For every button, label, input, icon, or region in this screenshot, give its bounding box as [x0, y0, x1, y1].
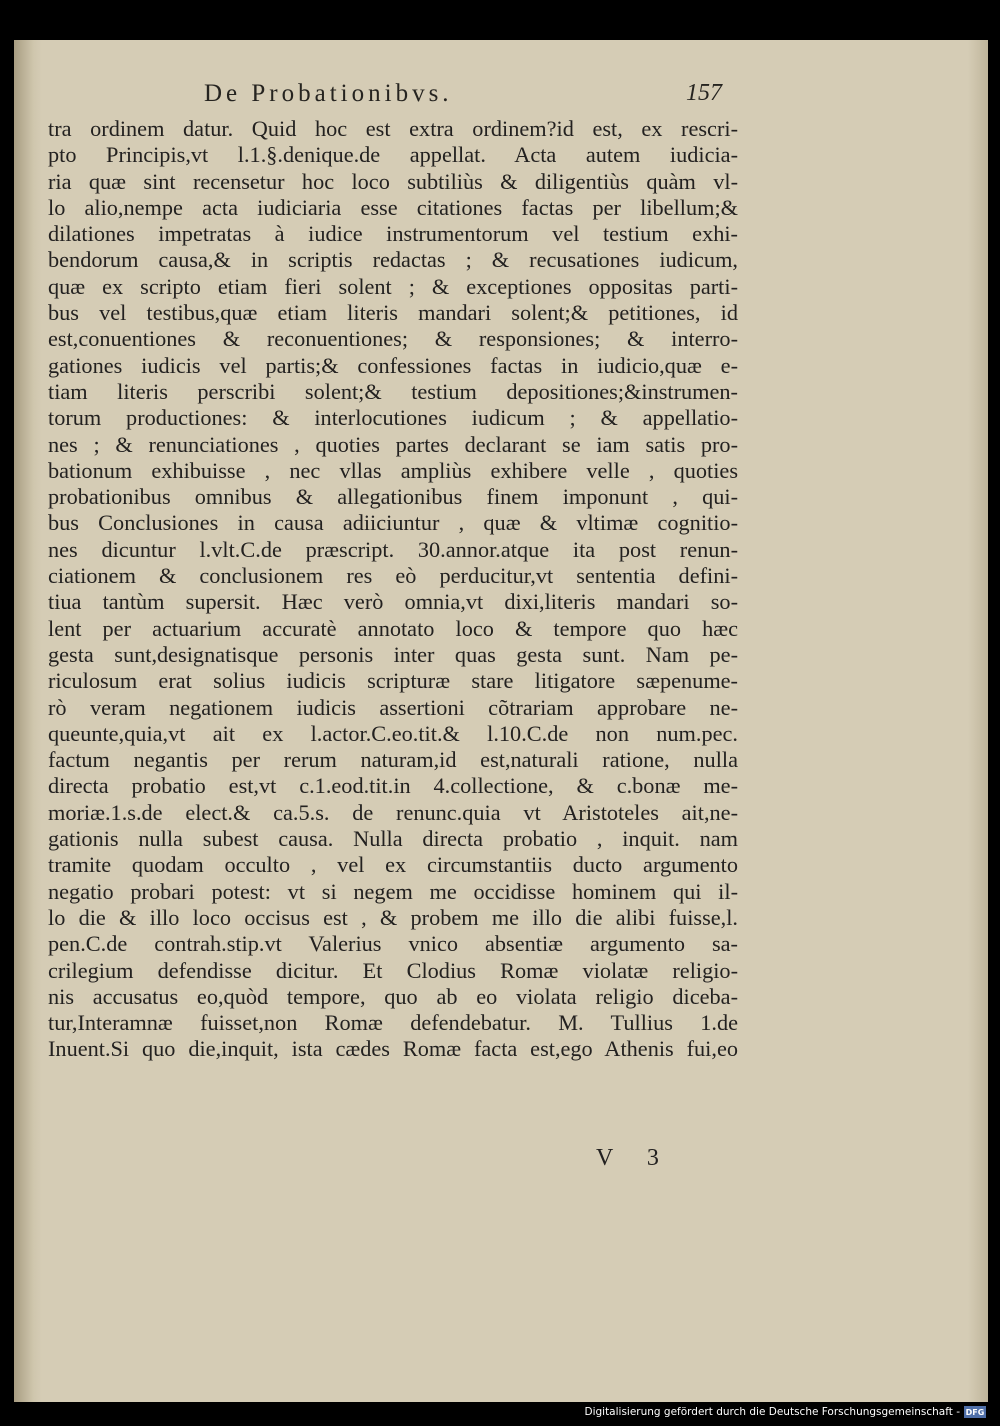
credit-text: Digitalisierung gefördert durch die Deutsche Forschungsgemeinschaft - — [584, 1406, 960, 1418]
text-line-15: probationibus omnibus & allegationibus finem imponunt , qui- — [48, 484, 738, 510]
text-line-10: gationes iudicis vel partis;& confessiones factas in iudicio,quæ e- — [48, 352, 738, 378]
text-line-4: lo alio,nempe acta iudiciaria esse citationes factas per libellum;& — [48, 194, 738, 220]
text-line-23: rò veram negationem iudicis assertioni cõtrariam approbare ne- — [48, 694, 738, 720]
text-line-36: Inuent.Si quo die,inquit, ista cædes Romæ facta est,ego Athenis fui,eo — [48, 1036, 738, 1062]
text-line-1: tra ordinem datur. Quid hoc est extra ordinem?id est, ex rescri- — [48, 116, 738, 141]
text-line-26: directa probatio est,vt c.1.eod.tit.in 4.collectione, & c.bonæ me- — [48, 773, 738, 799]
page-edge-shadow — [968, 40, 988, 1402]
text-line-27: moriæ.1.s.de elect.& ca.5.s. de renunc.quia vt Aristoteles ait,ne- — [48, 799, 738, 825]
text-line-8: bus vel testibus,quæ etiam literis mandari solent;& petitiones, id — [48, 300, 738, 326]
text-line-20: lent per actuarium accuratè annotato loco & tempore quo hæc — [48, 615, 738, 641]
text-line-31: lo die & illo loco occisus est , & probem me illo die alibi fuisse,l. — [48, 904, 738, 930]
text-line-9: est,conuentiones & reconuentiones; & responsiones; & interro- — [48, 326, 738, 352]
text-line-24: queunte,quia,vt ait ex l.actor.C.eo.tit.& l.10.C.de non num.pec. — [48, 720, 738, 746]
text-line-11: tiam literis perscribi solent;& testium depositiones;&instrumen- — [48, 378, 738, 404]
text-line-32: pen.C.de contrah.stip.vt Valerius vnico absentiæ argumento sa- — [48, 931, 738, 957]
digitization-credit — [584, 1404, 986, 1420]
text-line-22: riculosum erat solius iudicis scripturæ stare litigatore sæpenume- — [48, 668, 738, 694]
text-line-7: quæ ex scripto etiam fieri solent ; & exceptiones oppositas parti- — [48, 273, 738, 299]
text-line-33: crilegium defendisse dicitur. Et Clodius Romæ violatæ religio- — [48, 957, 738, 983]
book-page — [14, 40, 988, 1402]
text-line-2: pto Principis,vt l.1.§.denique.de appellat. Acta autem iudicia- — [48, 142, 738, 168]
text-line-29: tramite quodam occulto , vel ex circumstantiis ducto argumento — [48, 852, 738, 878]
body-text — [48, 116, 738, 1063]
text-line-6: bendorum causa,& in scriptis redactas ; & recusationes iudicum, — [48, 247, 738, 273]
text-line-17: nes dicuntur l.vlt.C.de præscript. 30.annor.atque ita post renun- — [48, 536, 738, 562]
text-line-3: ria quæ sint recensetur hoc loco subtiliùs & diligentiùs quàm vl- — [48, 168, 738, 194]
text-line-14: bationum exhibuisse , nec vllas ampliùs exhibere velle , quoties — [48, 457, 738, 483]
text-line-28: gationis nulla subest causa. Nulla directa probatio , inquit. nam — [48, 826, 738, 852]
text-line-25: factum negantis per rerum naturam,id est,naturali ratione, nulla — [48, 747, 738, 773]
running-head: De Probationibvs. — [204, 80, 453, 107]
text-line-19: tiua tantùm supersit. Hæc verò omnia,vt dixi,literis mandari so- — [48, 589, 738, 615]
text-line-34: nis accusatus eo,quòd tempore, quo ab eo violata religio diceba- — [48, 983, 738, 1009]
text-line-12: torum productiones: & interlocutiones iudicum ; & appellatio- — [48, 405, 738, 431]
text-line-21: gesta sunt,designatisque personis inter quas gesta sunt. Nam pe- — [48, 641, 738, 667]
text-line-35: tur,Interamnæ fuisset,non Romæ defendebatur. M. Tullius 1.de — [48, 1010, 738, 1036]
dfg-logo-icon: DFG — [965, 1407, 985, 1417]
text-line-16: bus Conclusiones in causa adiiciuntur , quæ & vltimæ cognitio- — [48, 510, 738, 536]
signature-mark: V 3 — [596, 1145, 673, 1171]
page-number: 157 — [686, 80, 722, 106]
text-line-30: negatio probari potest: vt si negem me occidisse hominem qui il- — [48, 878, 738, 904]
text-line-5: dilationes impetratas à iudice instrumentorum vel testium exhi- — [48, 221, 738, 247]
page-gutter-shadow — [14, 40, 42, 1402]
text-line-18: ciationem & conclusionem res eò perducitur,vt sententia defini- — [48, 563, 738, 589]
text-line-13: nes ; & renunciationes , quoties partes declarant se iam satis pro- — [48, 431, 738, 457]
